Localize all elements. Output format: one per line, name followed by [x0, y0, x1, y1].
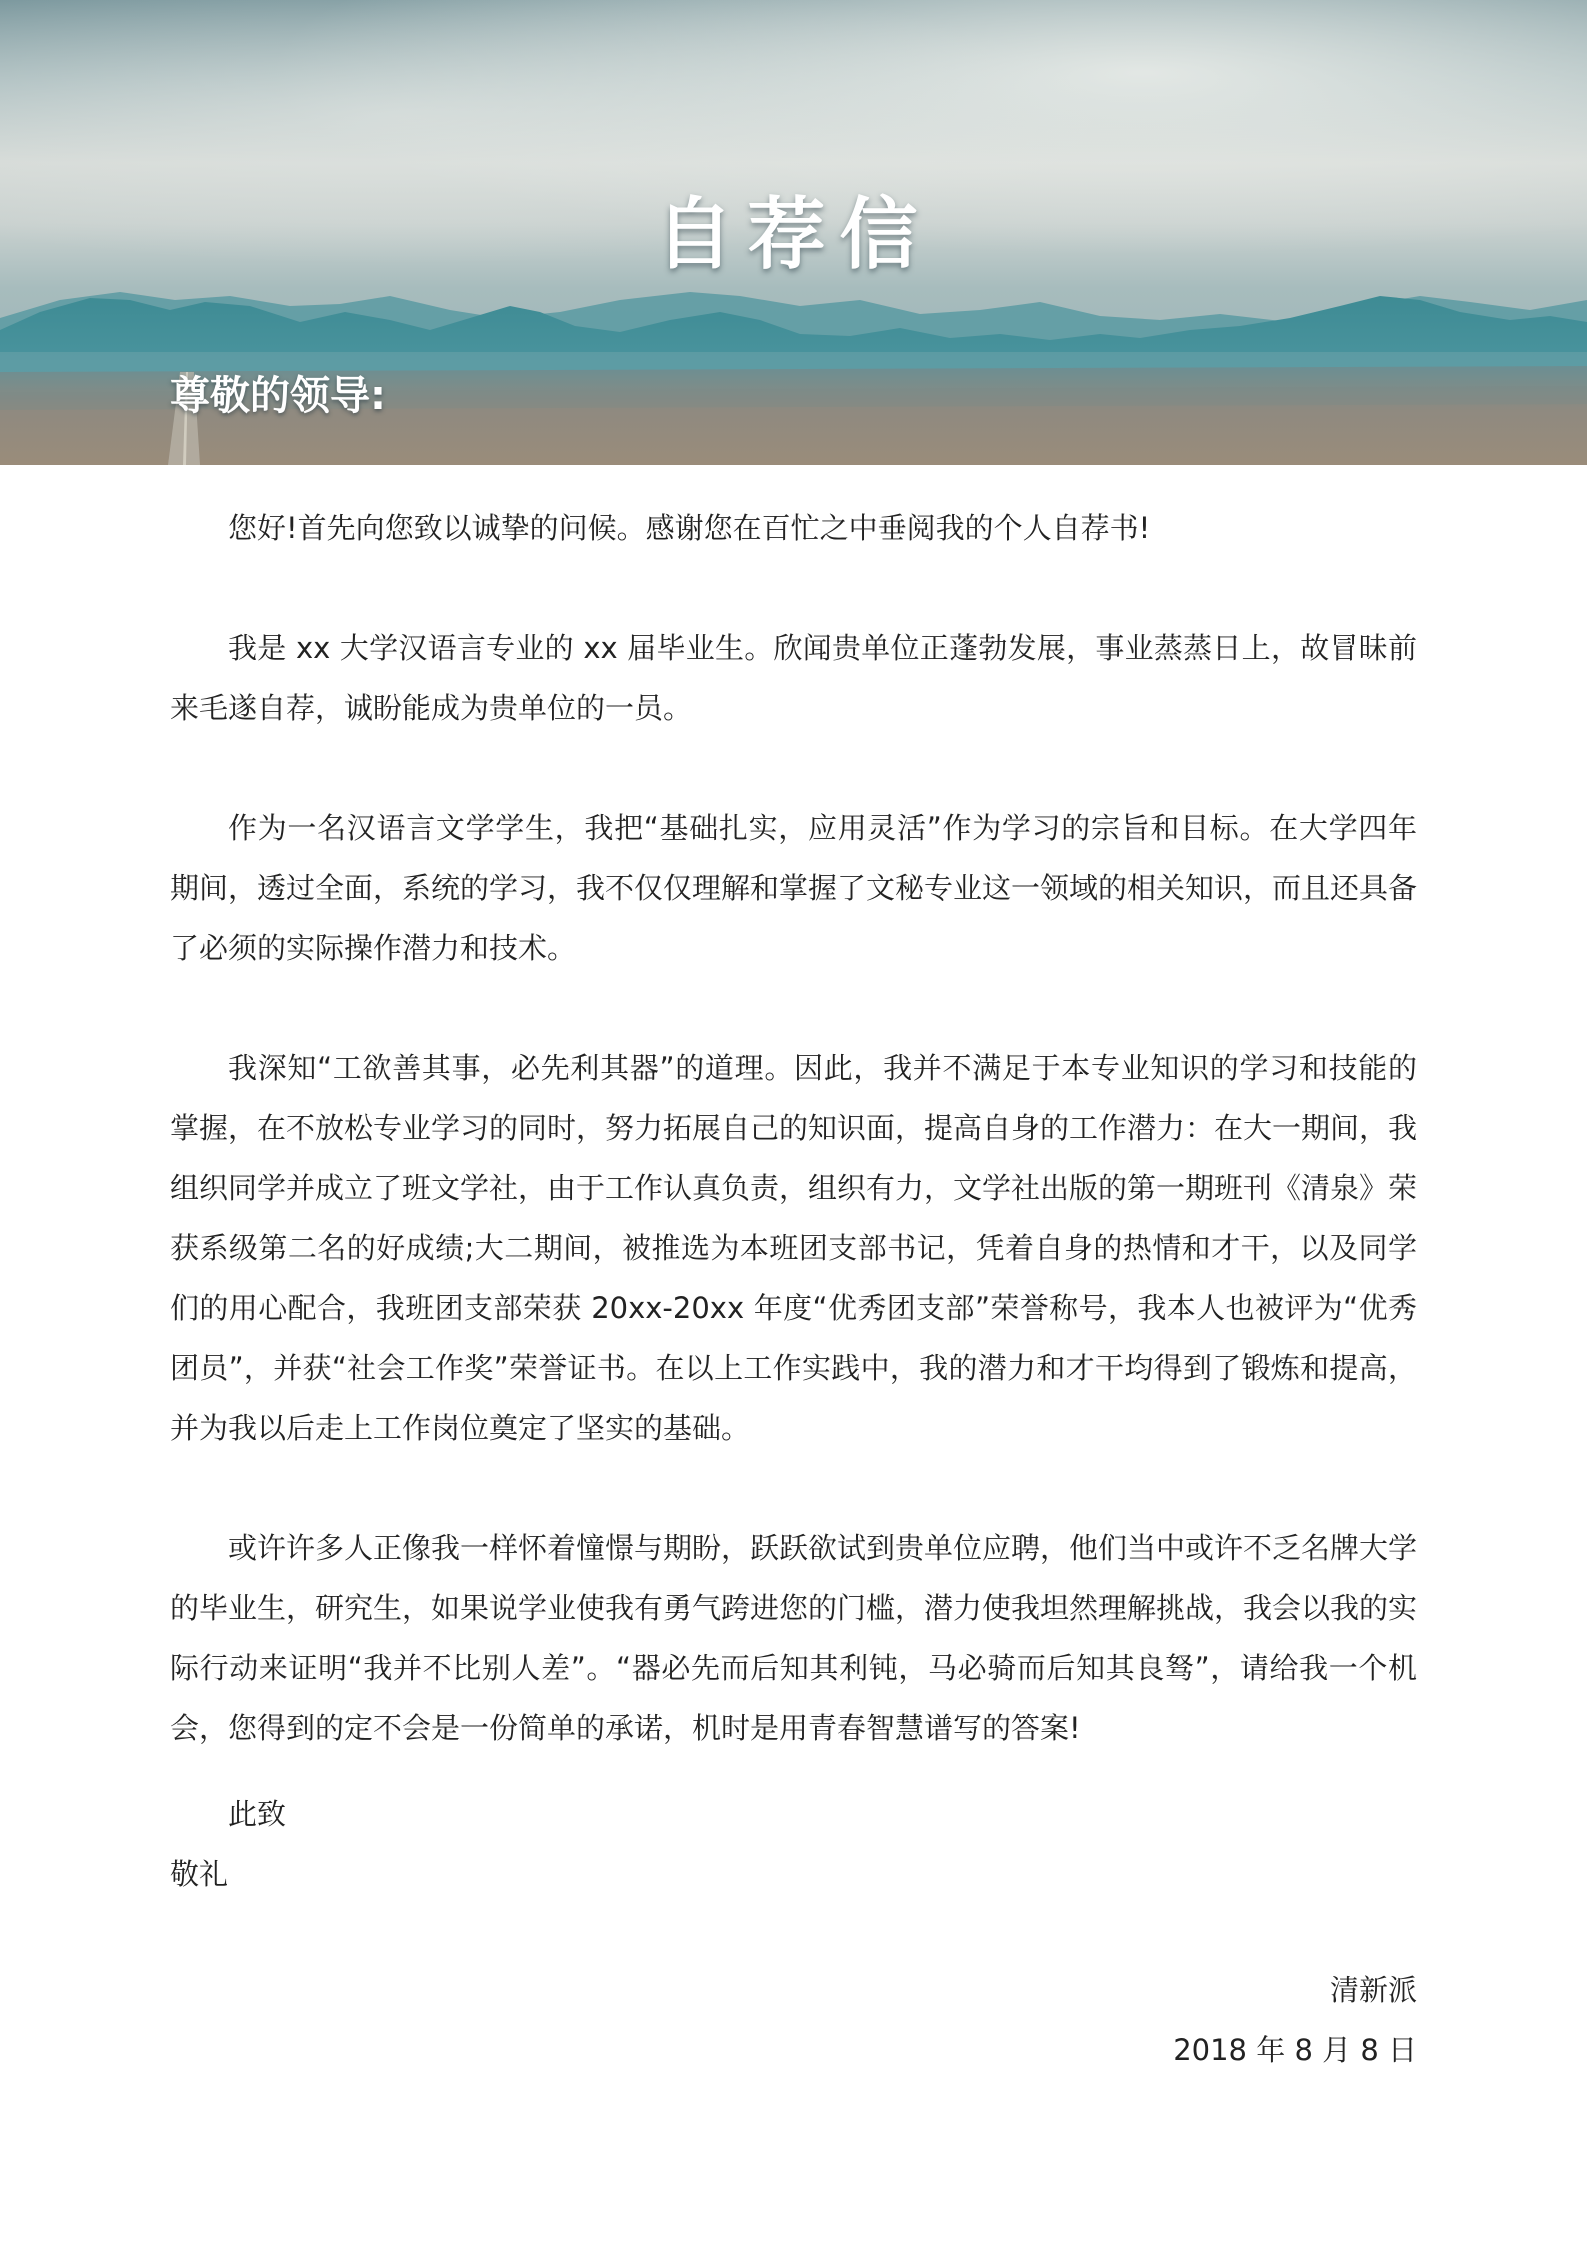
letter-body: [170, 498, 1417, 1758]
header-banner: [0, 0, 1587, 465]
salutation-heading: 尊敬的领导:: [170, 373, 386, 419]
signature-date: 2018 年 8 月 8 日: [1173, 2033, 1417, 2067]
paragraph-request: 或许许多人正像我一样怀着憧憬与期盼，跃跃欲试到贵单位应聘，他们当中或许不乏名牌大学的毕业生，研究生，如果说学业使我有勇气跨进您的门槛，潜力使我坦然理解挑战，我会以我的实际行动来证明“我并不比别人差”。“器必先而后知其利钝，马必骑而后知其良驽”，请给我一个机会，您得到的定不会是一份简单的承诺，机时是用青春智慧谱写的答案!: [170, 1531, 1418, 1745]
signature-name: 清新派: [1329, 1973, 1417, 2007]
closing-line-2: 敬礼: [170, 1857, 229, 1891]
paragraph-introduction: 我是 xx 大学汉语言专业的 xx 届毕业生。欣闻贵单位正蓬勃发展，事业蒸蒸日上，故冒昧前来毛遂自荐，诚盼能成为贵单位的一员。: [170, 631, 1417, 725]
paragraph-greeting: 您好!首先向您致以诚挚的问候。感谢您在百忙之中垂阅我的个人自荐书!: [228, 511, 1151, 545]
paragraph-experience: 我深知“工欲善其事，必先利其器”的道理。因此，我并不满足于本专业知识的学习和技能的掌握，在不放松专业学习的同时，努力拓展自己的知识面，提高自身的工作潜力：在大一期间，我组织同学并成立了班文学社，由于工作认真负责，组织有力，文学社出版的第一期班刊《清泉》荣获系级第二名的好成绩;大二期间，被推选为本班团支部书记，凭着自身的热情和才干，以及同学们的用心配合，我班团支部荣获 20xx-20xx 年度“优秀团支部”荣誉称号，我本人也被评为“优秀团员”，并获“社会工作奖”荣誉证书。在以上工作实践中，我的潜力和才干均得到了锻炼和提高，并为我以后走上工作岗位奠定了坚实的基础。: [170, 1051, 1418, 1445]
closing-line-1: 此致: [228, 1797, 287, 1831]
closing-block: [170, 1784, 770, 1904]
signature-block: [817, 1960, 1417, 2080]
paragraph-studies: 作为一名汉语言文学学生，我把“基础扎实，应用灵活”作为学习的宗旨和目标。在大学四年期间，透过全面，系统的学习，我不仅仅理解和掌握了文秘专业这一领域的相关知识，而且还具备了必须的实际操作潜力和技术。: [170, 811, 1418, 965]
page-title: 自荐信: [655, 190, 932, 280]
